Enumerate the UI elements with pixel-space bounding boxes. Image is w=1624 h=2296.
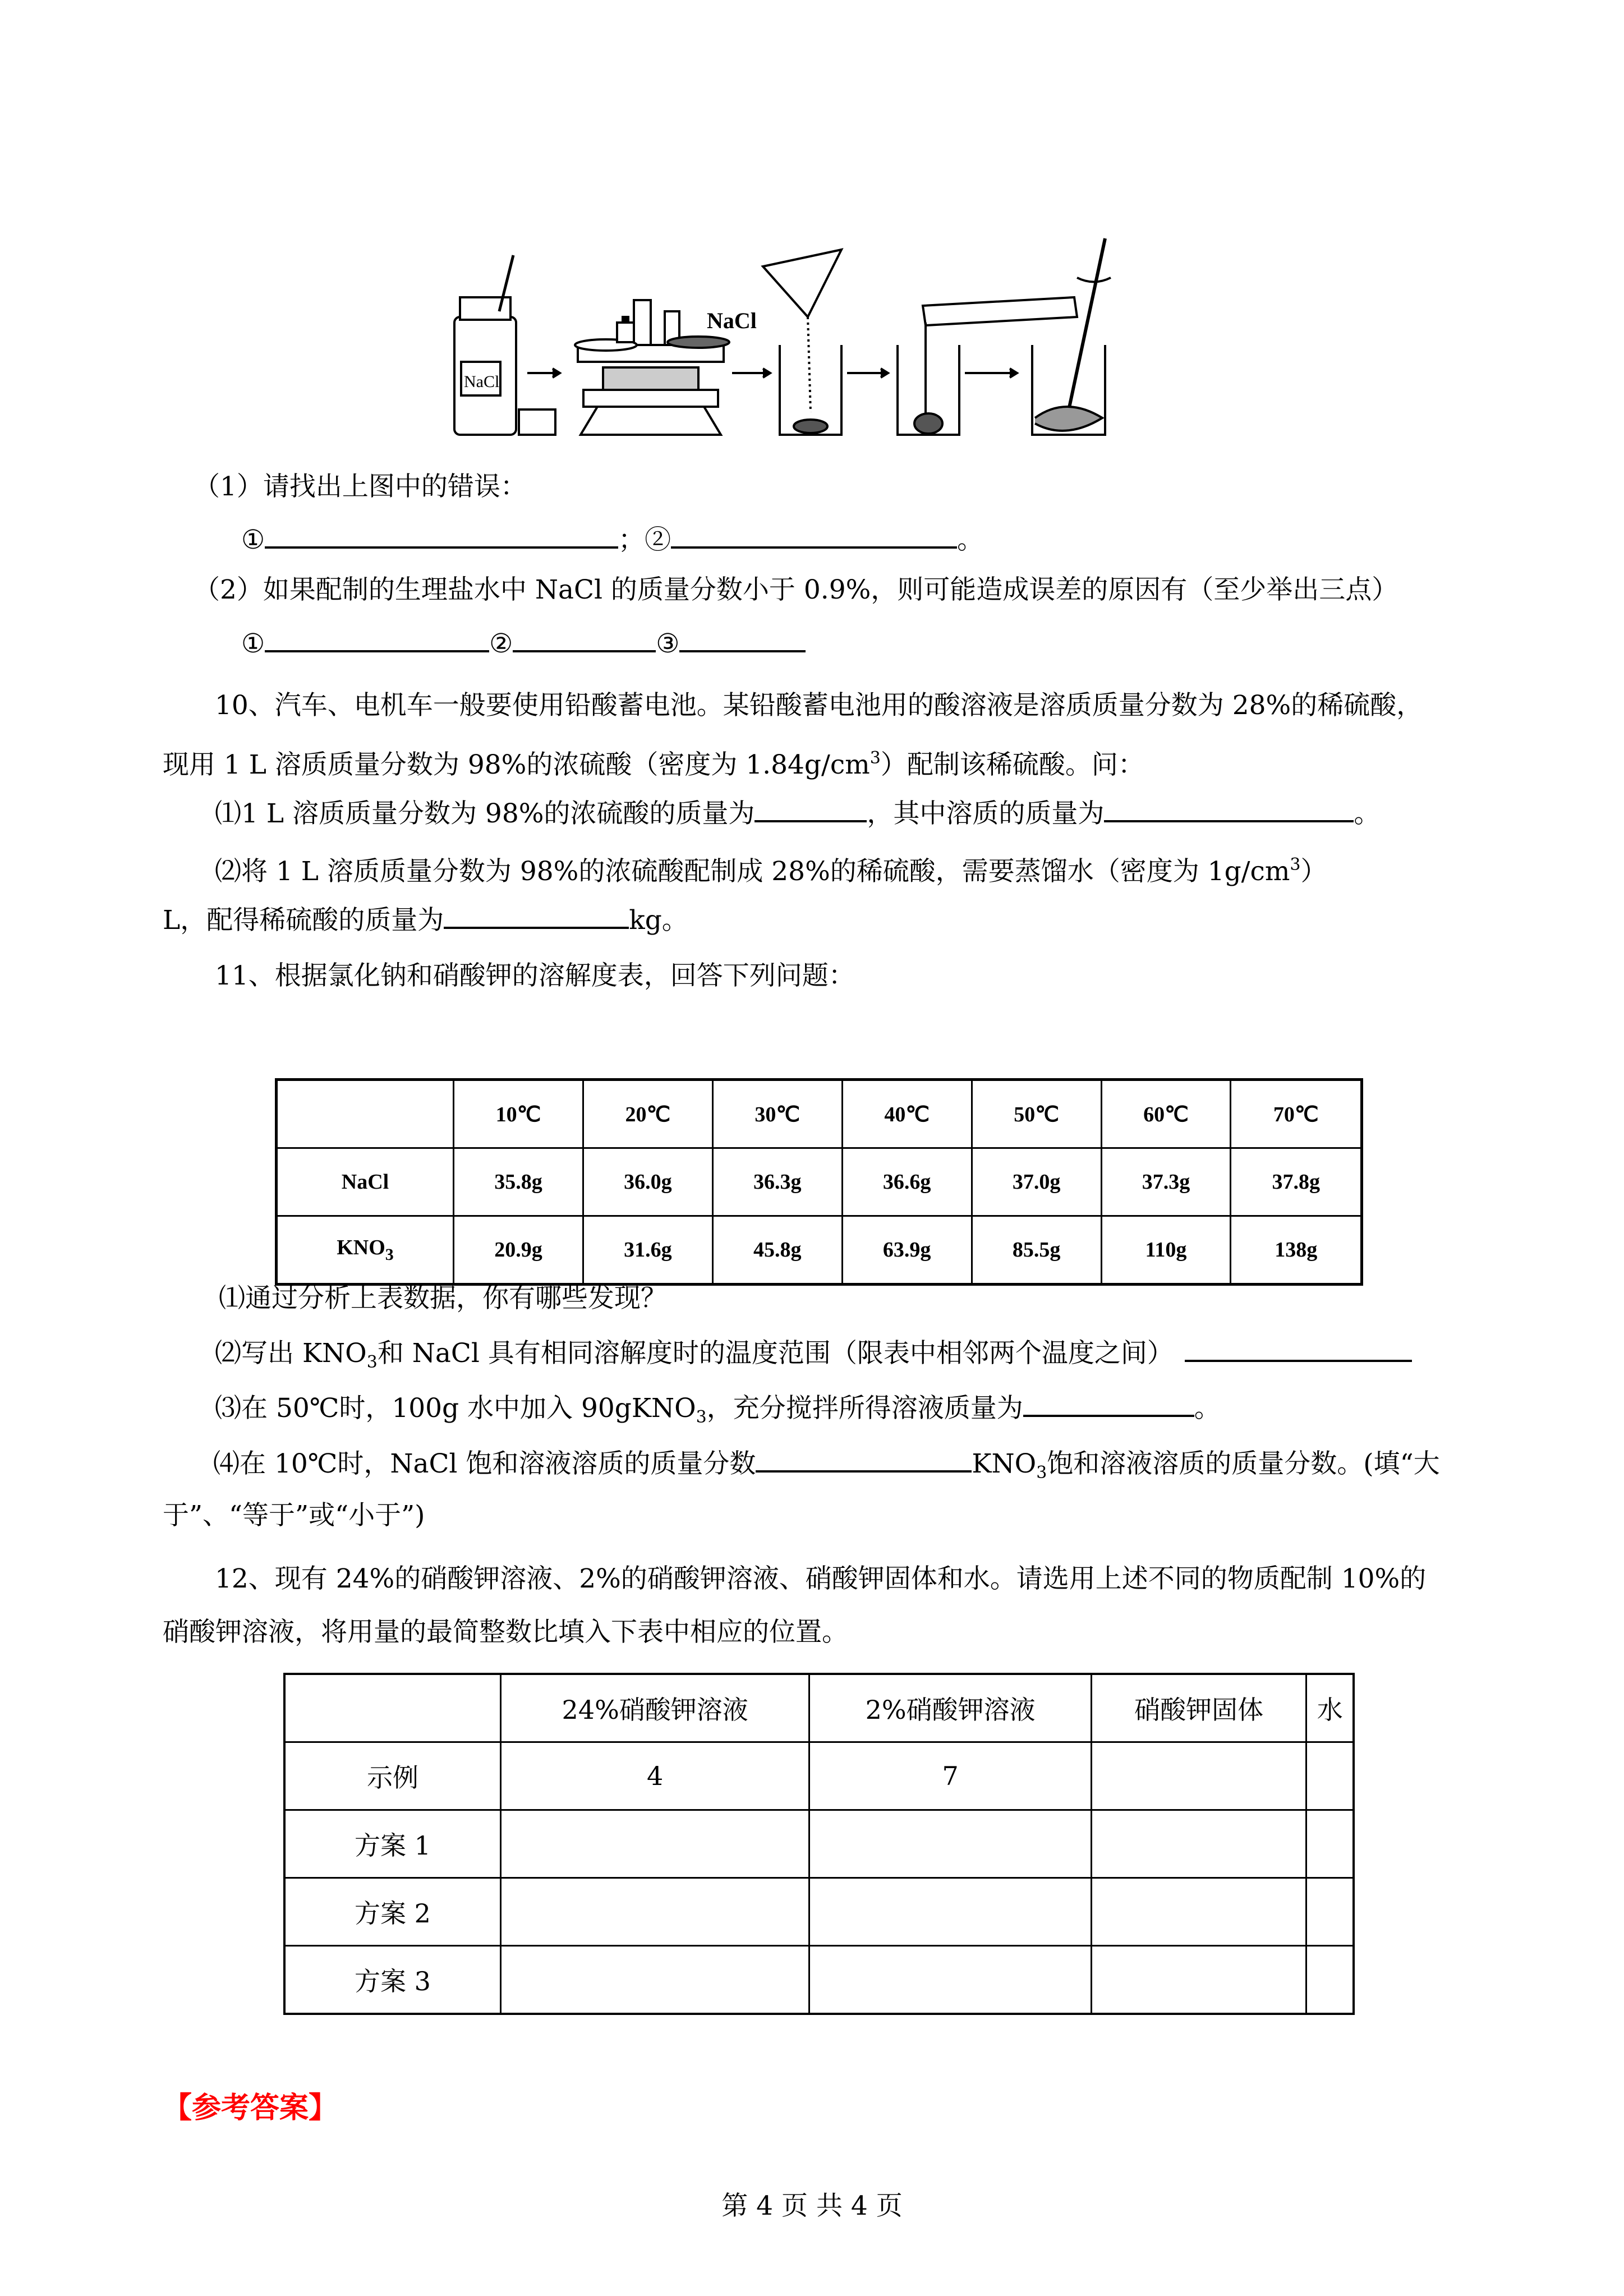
q10-sub2: ⑵将 1 L 溶质质量分数为 98%的浓硫酸配制成 28%的稀硫酸，需要蒸馏水（密度为 $1g/cm^3$） — [215, 855, 1327, 887]
q11-sub4: ⑷在 10℃时，NaCl 饱和溶液溶质的质量分数 $KNO_3$饱和溶液溶质的质量分数。(填“大 — [213, 1446, 1440, 1490]
answer-blank[interactable] — [679, 625, 806, 652]
mixing-ratio-table — [283, 1673, 1355, 2015]
q11-sub1: ⑴通过分析上表数据，你有哪些发现？ — [219, 1283, 667, 1314]
q10-line1: 10、汽车、电机车一般要使用铅酸蓄电池。某铅酸蓄电池用的酸溶液是溶质质量分数为 28%的稀硫酸， — [215, 690, 1423, 721]
beaker-icon — [1032, 238, 1111, 435]
answer-blank[interactable] — [1104, 795, 1354, 822]
answer-blank[interactable] — [671, 522, 957, 549]
table-header-row: 24%硝酸钾溶液 2%硝酸钾溶液 硝酸钾固体 水 — [284, 1674, 1354, 1742]
separator: ； — [618, 524, 645, 555]
answer-blank[interactable] — [265, 522, 618, 549]
q11-sub4-cont: 于”、“等于”或“小于”) — [163, 1500, 425, 1531]
answer-blank[interactable] — [513, 625, 656, 652]
q10-sub2-cont: L，配得稀硫酸的质量为 kg。 — [163, 902, 688, 937]
table-header-row: 10℃ 20℃ 30℃ 40℃ 50℃ 60℃ 70℃ — [277, 1080, 1362, 1148]
circle-1: ① — [241, 628, 265, 659]
table-row: NaCl 35.8g 36.0g 36.3g 36.6g 37.0g 37.3g 37.8g — [277, 1148, 1362, 1216]
circle-2: ② — [645, 524, 671, 555]
q10-line2: 现用 1 L 溶质质量分数为 98%的浓硫酸（密度为 $1.84g/cm^3$）配制该稀硫酸。问： — [163, 748, 1144, 780]
beaker-icon — [763, 250, 841, 435]
answer-blank[interactable] — [755, 795, 867, 822]
figure-nacl-label: NaCl — [707, 308, 757, 333]
q11-sub3: ⑶在 50℃时，100g 水中加入 90gKNO$_3$，充分搅拌所得溶液质量为 。 — [215, 1390, 1221, 1434]
q11-sub2: ⑵写出 $KNO_3$和 NaCl 具有相同溶解度时的温度范围（限表中相邻两个温度之间） — [215, 1335, 1412, 1379]
table-row: 方案 2 — [284, 1878, 1354, 1946]
solubility-table — [275, 1078, 1363, 1286]
answer-blank[interactable] — [1023, 1390, 1194, 1417]
q9-part2-answer-line — [241, 625, 806, 661]
table-row: 方案 1 — [284, 1810, 1354, 1878]
page-footer: 第 4 页 共 4 页 — [721, 2191, 903, 2221]
q9-part2-prompt: （2）如果配制的生理盐水中 NaCl 的质量分数小于 0.9%，则可能造成误差的原因有（至少举出三点） — [194, 574, 1398, 605]
answer-blank[interactable] — [1185, 1335, 1412, 1362]
balance-scale-icon — [575, 300, 729, 435]
answer-blank[interactable] — [756, 1446, 972, 1473]
circle-1: ① — [241, 524, 265, 555]
reagent-jar-icon — [454, 255, 555, 435]
q12-line1: 12、现有 24%的硝酸钾溶液、2%的硝酸钾溶液、硝酸钾固体和水。请选用上述不同的物质配制 10%的 — [215, 1563, 1427, 1594]
table-row: 方案 3 — [284, 1946, 1354, 2014]
q10-sub1: ⑴1 L 溶质质量分数为 98%的浓硫酸的质量为 ，其中溶质的质量为 。 — [215, 795, 1380, 831]
answer-blank[interactable] — [444, 902, 629, 929]
period: 。 — [957, 524, 984, 555]
q11-intro: 11、根据氯化钠和硝酸钾的溶解度表，回答下列问题： — [215, 960, 855, 991]
answer-heading: 【参考答案】 — [163, 2091, 338, 2125]
circle-3: ③ — [656, 628, 680, 659]
lab-procedure-figure — [449, 233, 1195, 446]
q9-part1-prompt: （1）请找出上图中的错误： — [194, 471, 527, 502]
q9-part1-answer-line — [241, 522, 983, 557]
table-row: 示例 4 7 — [284, 1742, 1354, 1810]
answer-blank[interactable] — [265, 625, 489, 652]
jar-nacl-label: NaCl — [464, 372, 500, 391]
table-row: $KNO_3$ 20.9g 31.6g 45.8g 63.9g 85.5g 110g 138g — [277, 1216, 1362, 1285]
q12-line2: 硝酸钾溶液，将用量的最简整数比填入下表中相应的位置。 — [163, 1617, 848, 1648]
circle-2: ② — [489, 628, 513, 659]
